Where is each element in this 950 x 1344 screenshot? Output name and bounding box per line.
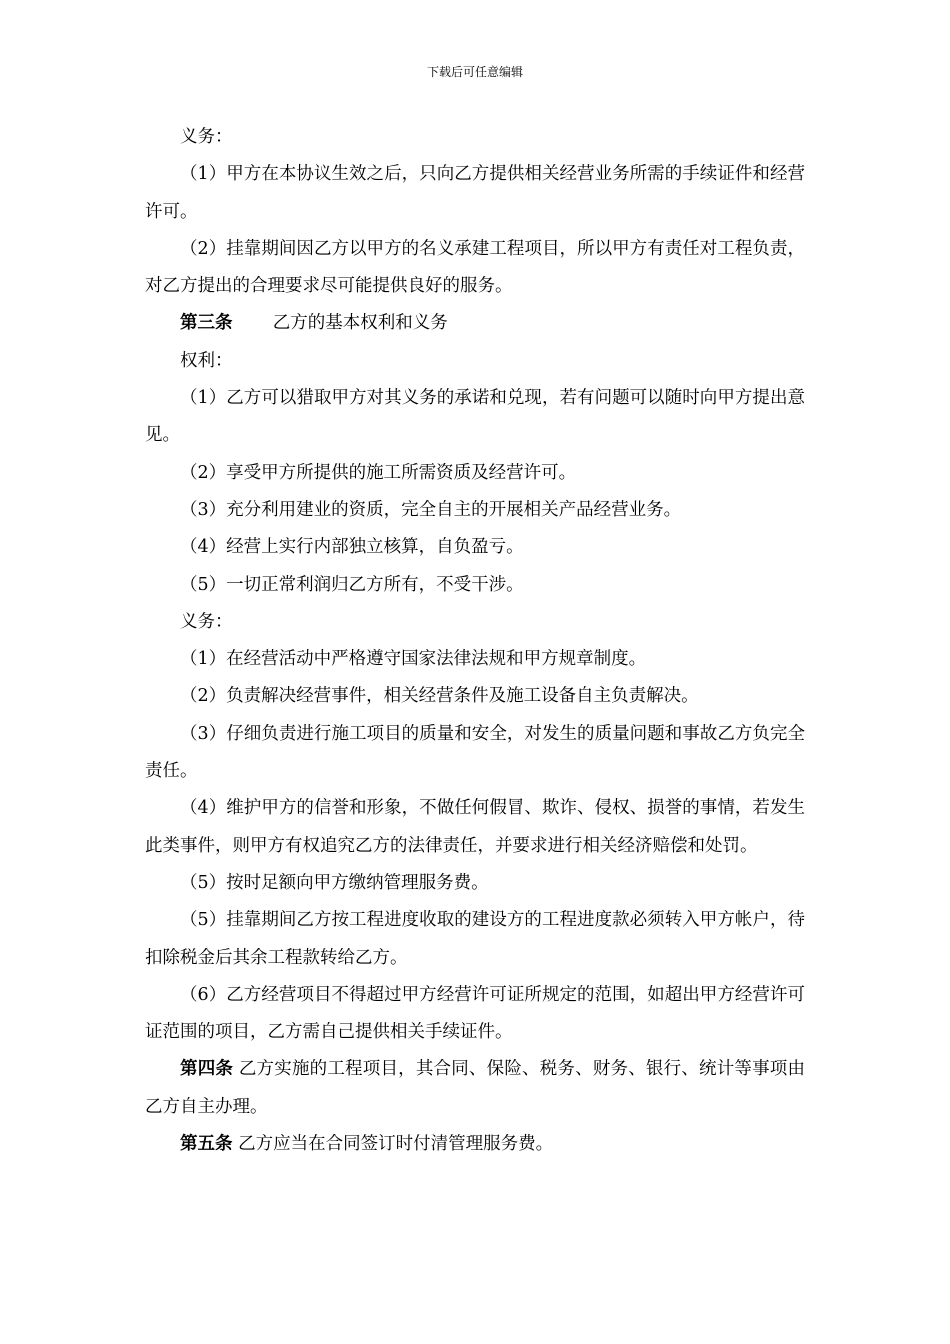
paragraph-party-a-duty-2: （2）挂靠期间因乙方以甲方的名义承建工程项目，所以甲方有责任对工程负责，对乙方提出的合理要求尽可能提供良好的服务。 — [145, 238, 805, 297]
article-4 — [145, 1051, 805, 1126]
paragraph-right-3: （3）充分利用建业的资质，完全自主的开展相关产品经营业务。 — [180, 499, 682, 520]
paragraph-duties-heading-2: 义务： — [180, 611, 233, 632]
article-3 — [145, 305, 805, 342]
paragraph-party-b-duty-3: （3）仔细负责进行施工项目的质量和安全，对发生的质量问题和事故乙方负完全责任。 — [145, 723, 805, 782]
page-header: 下载后可任意编辑 — [426, 65, 523, 79]
paragraph-party-b-duty-2: （2）负责解决经营事件，相关经营条件及施工设备自主负责解决。 — [180, 686, 699, 707]
paragraph-party-b-duty-1: （1）在经营活动中严格遵守国家法律法规和甲方规章制度。 — [180, 649, 647, 670]
paragraph-right-1: （1）乙方可以猎取甲方对其义务的承诺和兑现，若有问题可以随时向甲方提出意见。 — [145, 388, 805, 446]
paragraph-party-b-duty-5b: （5）挂靠期间乙方按工程进度收取的建设方的工程进度款必须转入甲方帐户，待扣除税金后其余工程款转给乙方。 — [145, 910, 805, 968]
paragraph-rights-heading: 权利： — [180, 350, 233, 371]
paragraph-right-4: （4）经营上实行内部独立核算，自负盈亏。 — [180, 537, 524, 558]
paragraph-right-2: （2）享受甲方所提供的施工所需资质及经营许可。 — [180, 462, 577, 483]
paragraph-right-5: （5）一切正常利润归乙方所有，不受干涉。 — [180, 574, 524, 595]
article-5-text: 乙方应当在合同签订时付清管理服务费。 — [238, 1134, 554, 1155]
document-body — [145, 119, 805, 1163]
article-3-label: 第三条 — [180, 313, 233, 334]
article-5-label: 第五条 — [180, 1134, 233, 1155]
paragraph-party-a-duty-1: （1）甲方在本协议生效之后，只向乙方提供相关经营业务所需的手续证件和经营许可。 — [145, 164, 805, 222]
article-4-label: 第四条 — [180, 1059, 234, 1080]
article-4-text: 乙方实施的工程项目，其合同、保险、税务、财务、银行、统计等事项由乙方自主办理。 — [145, 1059, 805, 1117]
article-3-title: 乙方的基本权利和义务 — [272, 313, 448, 334]
paragraph-party-b-duty-6: （6）乙方经营项目不得超过甲方经营许可证所规定的范围，如超出甲方经营许可证范围的项目，乙方需自己提供相关手续证件。 — [145, 984, 805, 1043]
paragraph-party-b-duty-5: （5）按时足额向甲方缴纳管理服务费。 — [180, 872, 489, 893]
paragraph-duties-heading: 义务： — [180, 127, 233, 147]
paragraph-party-b-duty-4: （4）维护甲方的信誉和形象，不做任何假冒、欺诈、侵权、损誉的事情，若发生此类事件，则甲方有权追究乙方的法律责任，并要求进行相关经济赔偿和处罚。 — [145, 798, 805, 856]
article-5 — [145, 1126, 805, 1163]
